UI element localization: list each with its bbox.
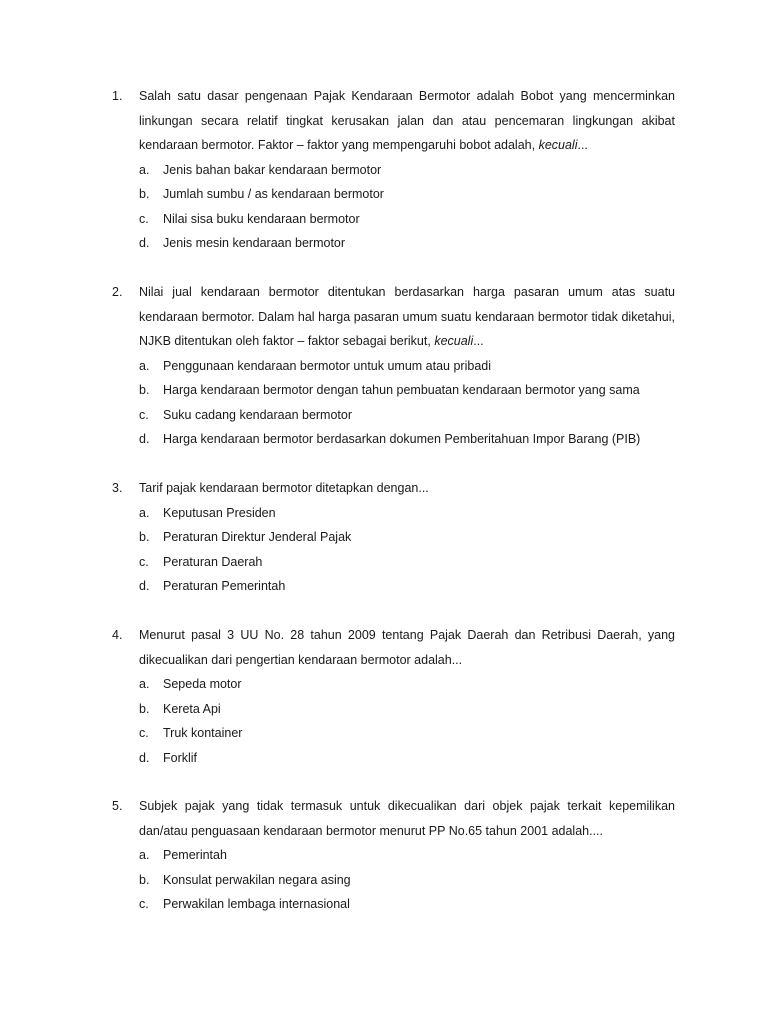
option-letter: d. — [139, 236, 150, 250]
question-stem: Salah satu dasar pengenaan Pajak Kendaraan Bermotor adalah Bobot yang mencerminkan linkungan secara relatif tingkat kerusakan jalan dan atau pencemaran lingkungan akibat kendaraan bermotor. Faktor – faktor yang mempengaruhi bobot adalah, — [139, 89, 675, 152]
option-letter: c. — [139, 407, 149, 422]
question-2 — [112, 280, 675, 452]
option-letter: a. — [139, 162, 150, 177]
option-item — [139, 207, 675, 232]
option-letter: a. — [139, 505, 150, 520]
question-3 — [112, 476, 675, 599]
option-letter: c. — [139, 211, 149, 226]
option-letter: b. — [139, 187, 150, 201]
option-list — [139, 672, 675, 770]
option-letter: d. — [139, 432, 150, 446]
option-letter: c. — [139, 554, 149, 569]
option-item — [139, 182, 675, 207]
option-item — [139, 721, 675, 746]
question-stem: Menurut pasal 3 UU No. 28 tahun 2009 tentang Pajak Daerah dan Retribusi Daerah, yang dikecualikan dari pengertian kendaraan bermotor adalah... — [139, 628, 675, 667]
option-text: Peraturan Direktur Jenderal Pajak — [163, 530, 352, 544]
option-item — [139, 403, 675, 428]
option-item — [139, 158, 675, 183]
option-list — [139, 158, 675, 256]
option-text: Nilai sisa buku kendaraan bermotor — [163, 211, 360, 226]
question-number: 3. — [112, 481, 123, 495]
option-text: Peraturan Daerah — [163, 554, 263, 569]
question-text — [139, 794, 675, 843]
question-stem-italic: kecuali — [538, 138, 578, 152]
option-letter: a. — [139, 358, 150, 373]
option-text: Konsulat perwakilan negara asing — [163, 872, 351, 887]
option-text: Jumlah sumbu / as kendaraan bermotor — [163, 187, 384, 201]
option-list — [139, 501, 675, 599]
option-text: Harga kendaraan bermotor berdasarkan dokumen Pemberitahuan Impor Barang (PIB) — [163, 432, 641, 446]
question-stem: Nilai jual kendaraan bermotor ditentukan berdasarkan harga pasaran umum atas suatu kendaraan bermotor. Dalam hal harga pasaran umum suatu kendaraan bermotor tidak diketahui, NJKB ditentukan oleh faktor – faktor sebagai berikut, — [139, 285, 675, 348]
option-letter: d. — [139, 579, 150, 593]
question-1 — [112, 84, 675, 256]
question-4 — [112, 623, 675, 770]
option-letter: b. — [139, 701, 150, 716]
option-item — [139, 672, 675, 697]
option-item — [139, 868, 675, 893]
option-text: Kereta Api — [163, 701, 221, 716]
option-text: Peraturan Pemerintah — [163, 579, 286, 593]
question-text — [139, 280, 675, 354]
option-text: Penggunaan kendaraan bermotor untuk umum atau pribadi — [163, 358, 491, 373]
option-text: Perwakilan lembaga internasional — [163, 897, 350, 911]
question-5 — [112, 794, 675, 917]
option-item — [139, 525, 675, 550]
option-text: Forklif — [163, 750, 198, 765]
option-item — [139, 427, 675, 452]
option-item — [139, 574, 675, 599]
question-number: 2. — [112, 285, 123, 299]
option-letter: b. — [139, 530, 150, 544]
question-text — [139, 84, 675, 158]
option-text: Suku cadang kendaraan bermotor — [163, 407, 353, 422]
option-letter: b. — [139, 383, 150, 397]
option-letter: c. — [139, 726, 149, 740]
option-letter: d. — [139, 750, 150, 765]
option-letter: a. — [139, 848, 150, 862]
question-stem-end: ... — [473, 334, 484, 348]
option-text: Keputusan Presiden — [163, 505, 276, 520]
question-stem-end: ... — [577, 138, 588, 152]
option-text: Jenis bahan bakar kendaraan bermotor — [163, 162, 382, 177]
question-number: 4. — [112, 628, 123, 642]
option-item — [139, 746, 675, 771]
question-text — [139, 623, 675, 672]
option-text: Jenis mesin kendaraan bermotor — [163, 236, 346, 250]
option-text: Truk kontainer — [163, 726, 243, 740]
question-number: 5. — [112, 799, 123, 813]
option-letter: c. — [139, 897, 149, 911]
option-item — [139, 892, 675, 917]
option-item — [139, 231, 675, 256]
option-item — [139, 354, 675, 379]
question-stem: Tarif pajak kendaraan bermotor ditetapkan dengan... — [139, 481, 429, 495]
option-item — [139, 550, 675, 575]
option-text: Harga kendaraan bermotor dengan tahun pembuatan kendaraan bermotor yang sama — [163, 383, 640, 397]
option-item — [139, 501, 675, 526]
option-item — [139, 843, 675, 868]
option-text: Sepeda motor — [163, 677, 242, 691]
option-letter: b. — [139, 872, 150, 887]
question-stem: Subjek pajak yang tidak termasuk untuk dikecualikan dari objek pajak terkait kepemilikan dan/atau penguasaan kendaraan bermotor menurut PP No.65 tahun 2001 adalah.... — [139, 799, 675, 838]
question-number: 1. — [112, 89, 123, 103]
question-text — [139, 476, 675, 501]
option-text: Pemerintah — [163, 848, 227, 862]
option-list — [139, 843, 675, 917]
option-letter: a. — [139, 677, 150, 691]
question-stem-italic: kecuali — [434, 334, 474, 348]
option-item — [139, 378, 675, 403]
option-item — [139, 697, 675, 722]
option-list — [139, 354, 675, 452]
